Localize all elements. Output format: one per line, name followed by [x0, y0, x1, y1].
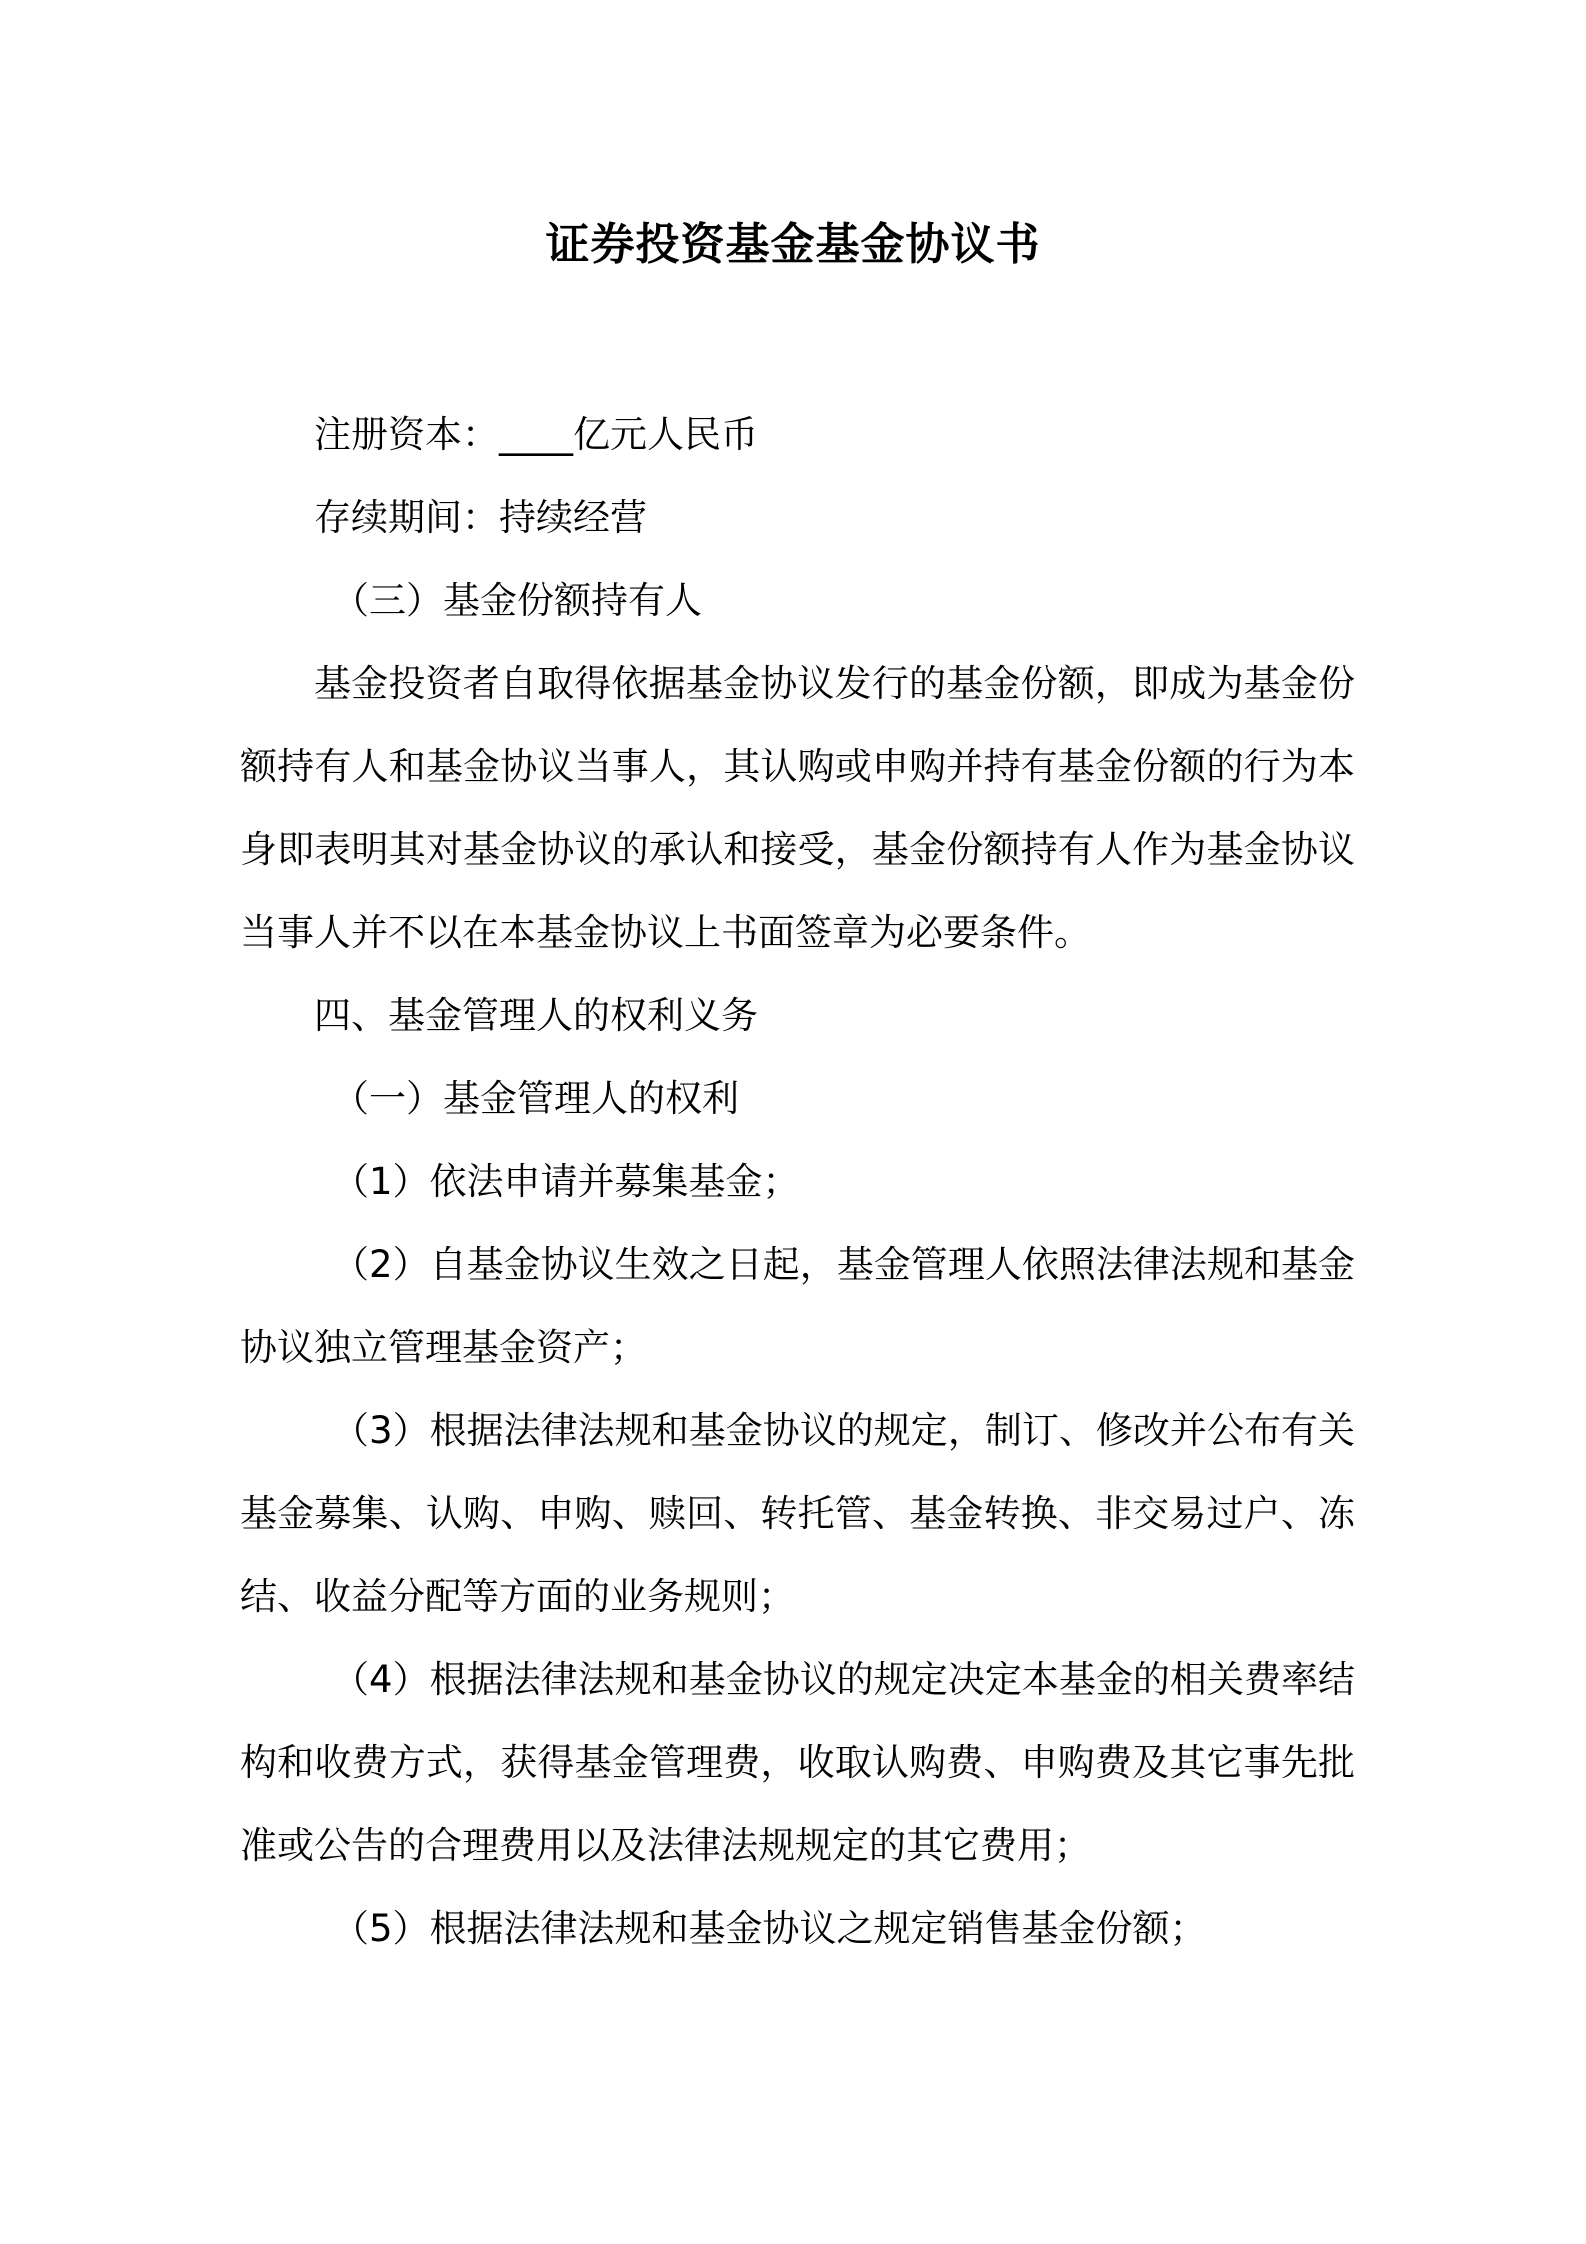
section-heading-fund-holders: （三）基金份额持有人 [332, 579, 702, 622]
list-item-right-2: （2）自基金协议生效之日起，基金管理人依照法律法规和基金协议独立管理基金资产； [240, 1243, 1355, 1369]
list-item-right-5: （5）根据法律法规和基金协议之规定销售基金份额； [332, 1907, 1207, 1950]
section-heading-manager-rights-obligations: 四、基金管理人的权利义务 [314, 994, 758, 1037]
list-item-right-1: （1）依法申请并募集基金； [332, 1160, 800, 1203]
document-title: 证券投资基金基金协议书 [545, 219, 1041, 270]
duration-line: 存续期间：持续经营 [314, 496, 647, 539]
registered-capital-line: 注册资本：____亿元人民币 [314, 413, 758, 456]
document-body [240, 393, 1355, 1970]
subsection-heading-manager-rights: （一）基金管理人的权利 [332, 1077, 739, 1120]
list-item-right-4: （4）根据法律法规和基金协议的规定决定本基金的相关费率结构和收费方式，获得基金管理费，收取认购费、申购费及其它事先批准或公告的合理费用以及法律法规规定的其它费用； [240, 1658, 1355, 1867]
list-item-right-3: （3）根据法律法规和基金协议的规定，制订、修改并公布有关基金募集、认购、申购、赎回、转托管、基金转换、非交易过户、冻结、收益分配等方面的业务规则； [240, 1409, 1355, 1618]
paragraph-fund-holders: 基金投资者自取得依据基金协议发行的基金份额，即成为基金份额持有人和基金协议当事人，其认购或申购并持有基金份额的行为本身即表明其对基金协议的承认和接受，基金份额持有人作为基金协议当事人并不以在本基金协议上书面签章为必要条件。 [240, 662, 1355, 954]
